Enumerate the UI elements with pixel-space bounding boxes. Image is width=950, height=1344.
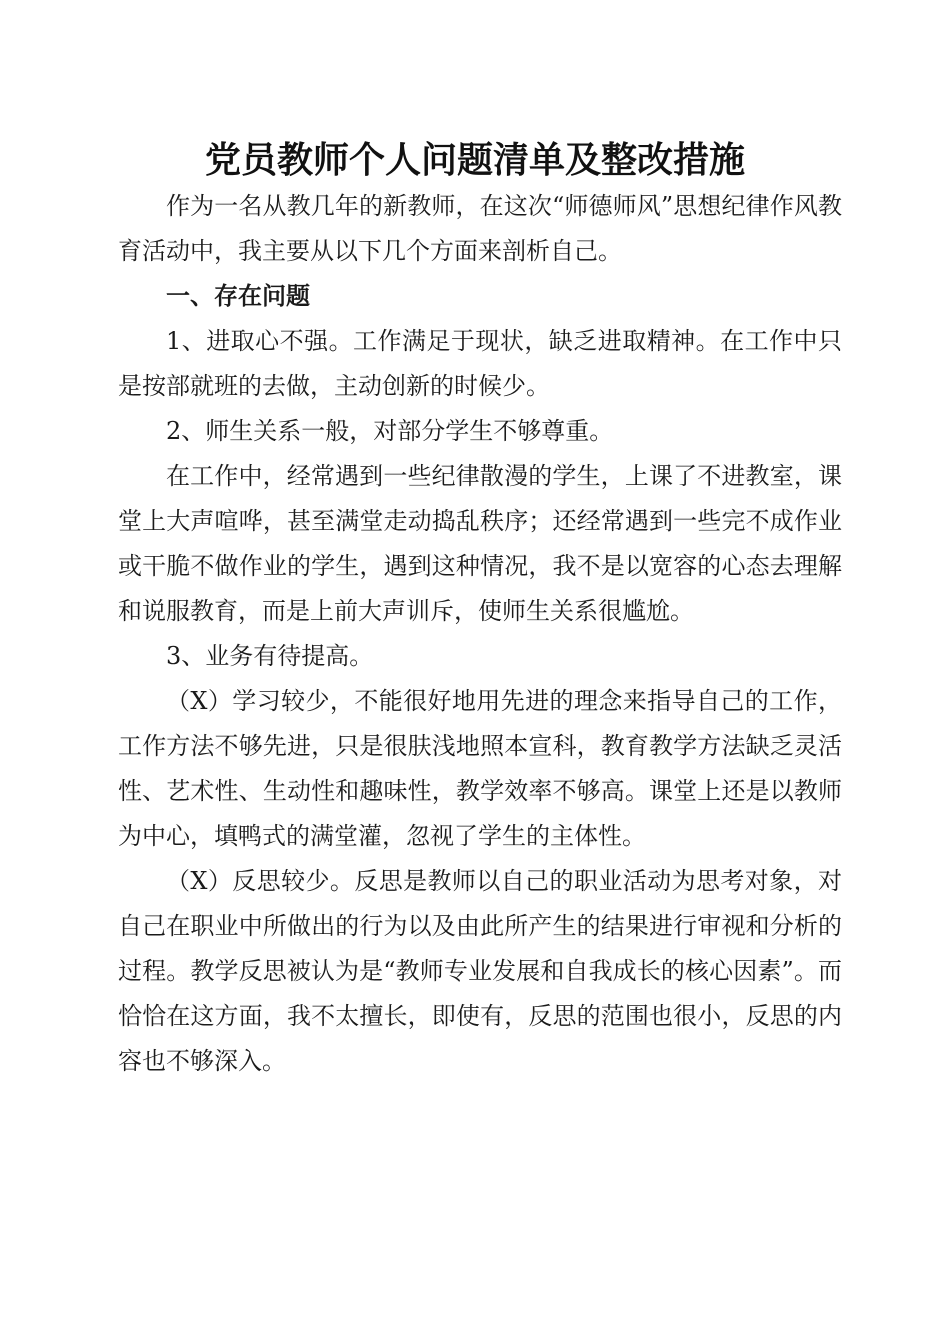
problem-item-2-detail: 在工作中，经常遇到一些纪律散漫的学生，上课了不进教室，课堂上大声喧哗，甚至满堂走动捣乱秩序；还经常遇到一些完不成作业或干脆不做作业的学生，遇到这种情况，我不是以宽容的心态去理解和说服教育，而是上前大声训斥，使师生关系很尴尬。	[118, 462, 842, 625]
problem-item-2: 2、师生关系一般，对部分学生不够尊重。	[166, 417, 614, 445]
problem-item-3-sub-2: （X）反思较少。反思是教师以自己的职业活动为思考对象，对自己在职业中所做出的行为以及由此所产生的结果进行审视和分析的过程。教学反思被认为是“教师专业发展和自我成长的核心因素”。而恰恰在这方面，我不太擅长，即使有，反思的范围也很小，反思的内容也不够深入。	[118, 867, 842, 1075]
section-heading-problems: 一、存在问题	[166, 282, 310, 310]
document-title: 党员教师个人问题清单及整改措施	[204, 139, 745, 181]
problem-item-3-sub-1: （X）学习较少，不能很好地用先进的理念来指导自己的工作，工作方法不够先进，只是很肤浅地照本宣科，教育教学方法缺乏灵活性、艺术性、生动性和趣味性，教学效率不够高。课堂上还是以教师为中心，填鸭式的满堂灌，忽视了学生的主体性。	[118, 687, 842, 850]
document-body	[118, 184, 842, 1084]
intro-paragraph: 作为一名从教几年的新教师，在这次“师德师风”思想纪律作风教育活动中，我主要从以下几个方面来剖析自己。	[118, 192, 842, 265]
problem-item-1: 1、进取心不强。工作满足于现状，缺乏进取精神。在工作中只是按部就班的去做，主动创新的时候少。	[118, 327, 842, 400]
problem-item-3: 3、业务有待提高。	[166, 642, 374, 670]
